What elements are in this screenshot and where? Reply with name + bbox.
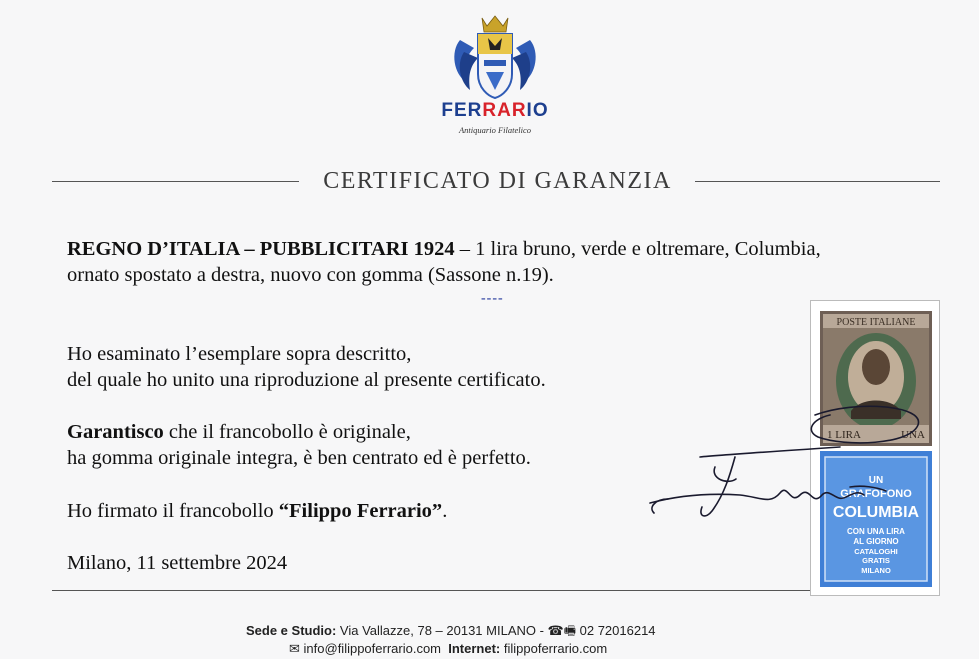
phone-fax-icon: ☎🖷 02 72016214 bbox=[547, 623, 656, 638]
stamp-top-text: POSTE ITALIANE bbox=[836, 317, 916, 328]
office-label: Sede e Studio: bbox=[246, 623, 337, 638]
ad-line-3: CON UNA LIRA bbox=[847, 527, 905, 536]
stamp-description-line1: REGNO D’ITALIA – PUBBLICITARI 1924 – 1 lira bruno, verde e oltremare, Columbia, bbox=[67, 238, 821, 260]
ad-line-1: GRAFOFONO bbox=[840, 488, 912, 500]
envelope-icon: ✉ bbox=[289, 641, 300, 656]
signed-statement: Ho firmato il francobollo “Filippo Ferrario”. bbox=[67, 500, 448, 522]
signer-name: “Filippo Ferrario” bbox=[278, 500, 443, 522]
brand-tagline: Antiquario Filatelico bbox=[458, 125, 531, 135]
examination-line2: del quale ho unito una riproduzione al presente certificato. bbox=[67, 369, 546, 391]
ad-line-4: AL GIORNO bbox=[853, 537, 899, 546]
guarantee-line2: ha gomma originale integra, è ben centrato ed è perfetto. bbox=[67, 447, 531, 469]
description-separator: ---- bbox=[481, 291, 504, 306]
email-link[interactable]: info@filippoferrario.com bbox=[303, 641, 442, 656]
bottom-rule bbox=[52, 590, 940, 591]
ad-line-2: COLUMBIA bbox=[832, 504, 920, 521]
stamp-value-right: UNA bbox=[901, 429, 925, 441]
handwritten-signature bbox=[640, 395, 930, 530]
office-address: Via Vallazze, 78 – 20131 MILANO - bbox=[336, 623, 548, 638]
internet-label: Internet: bbox=[448, 641, 501, 656]
ad-line-5: CATALOGHI bbox=[854, 547, 898, 556]
ad-line-6: GRATIS bbox=[862, 556, 890, 565]
place-and-date: Milano, 11 settembre 2024 bbox=[67, 552, 288, 574]
website-link[interactable]: filippoferrario.com bbox=[503, 641, 608, 656]
guarantee-keyword: Garantisco bbox=[67, 421, 164, 443]
ad-line-7: MILANO bbox=[861, 566, 891, 575]
description-heading: REGNO D’ITALIA – PUBBLICITARI 1924 bbox=[67, 238, 455, 260]
stamp-value-left: 1 LIRA bbox=[827, 429, 861, 441]
guarantee-line1: Garantisco che il francobollo è originale, bbox=[67, 421, 411, 443]
examination-line1: Ho esaminato l’esemplare sopra descritto, bbox=[67, 343, 412, 365]
ad-line-0: UN bbox=[868, 475, 884, 486]
certificate-title: CERTIFICATO DI GARANZIA bbox=[323, 168, 672, 194]
brand-name: FERRARIO bbox=[441, 100, 549, 121]
footer-contacts bbox=[289, 641, 607, 657]
title-rule-right bbox=[695, 181, 940, 182]
stamp-description-line2: ornato spostato a destra, nuovo con gomma (Sassone n.19). bbox=[67, 264, 554, 286]
title-rule-left bbox=[52, 181, 299, 182]
